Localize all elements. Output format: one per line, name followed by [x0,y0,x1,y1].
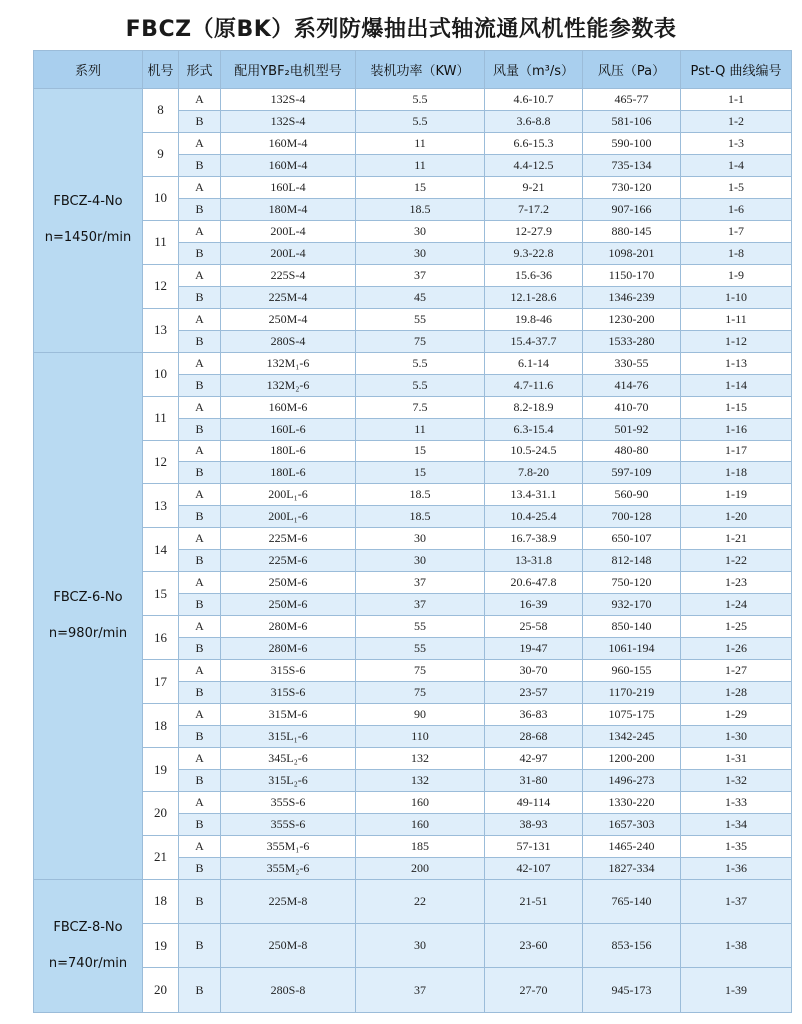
machine-no: 12 [143,440,179,484]
header-pressure: 风压（Pa） [583,51,681,89]
pressure-cell: 853-156 [583,924,681,968]
power-cell: 30 [356,528,485,550]
power-cell: 55 [356,308,485,330]
table-row [34,352,792,374]
flow-cell: 16.7-38.9 [485,528,583,550]
machine-no: 18 [143,704,179,748]
power-cell: 75 [356,660,485,682]
curve-cell: 1-17 [681,440,792,462]
power-cell: 7.5 [356,396,485,418]
flow-cell: 57-131 [485,835,583,857]
pressure-cell: 850-140 [583,616,681,638]
header-power: 装机功率（KW） [356,51,485,89]
pressure-cell: 880-145 [583,220,681,242]
header-form: 形式 [179,51,221,89]
form-cell: B [179,330,221,352]
power-cell: 160 [356,813,485,835]
pressure-cell: 1342-245 [583,726,681,748]
motor-cell: 132S-4 [221,110,356,132]
motor-cell: 355S-6 [221,792,356,814]
machine-no: 19 [143,748,179,792]
motor-cell: 355S-6 [221,813,356,835]
form-cell: A [179,792,221,814]
power-cell: 30 [356,550,485,572]
curve-cell: 1-14 [681,374,792,396]
table-row [34,879,792,923]
curve-cell: 1-37 [681,879,792,923]
form-cell: A [179,308,221,330]
form-cell: A [179,835,221,857]
motor-cell: 280M-6 [221,638,356,660]
form-cell: A [179,352,221,374]
curve-cell: 1-10 [681,286,792,308]
curve-cell: 1-7 [681,220,792,242]
pressure-cell: 735-134 [583,154,681,176]
flow-cell: 25-58 [485,616,583,638]
machine-no: 17 [143,660,179,704]
power-cell: 11 [356,132,485,154]
pressure-cell: 414-76 [583,374,681,396]
pressure-cell: 945-173 [583,968,681,1013]
flow-cell: 31-80 [485,770,583,792]
form-cell: A [179,440,221,462]
curve-cell: 1-38 [681,924,792,968]
curve-cell: 1-4 [681,154,792,176]
motor-cell: 345L₂-6 [221,748,356,770]
machine-no: 20 [143,792,179,836]
motor-cell: 160L-6 [221,418,356,440]
machine-no: 11 [143,396,179,440]
pressure-cell: 465-77 [583,89,681,111]
curve-cell: 1-2 [681,110,792,132]
form-cell: B [179,198,221,220]
power-cell: 18.5 [356,198,485,220]
motor-cell: 225M-8 [221,879,356,923]
motor-cell: 280S-4 [221,330,356,352]
flow-cell: 23-57 [485,682,583,704]
power-cell: 200 [356,857,485,879]
curve-cell: 1-24 [681,594,792,616]
curve-cell: 1-1 [681,89,792,111]
flow-cell: 13-31.8 [485,550,583,572]
flow-cell: 12.1-28.6 [485,286,583,308]
form-cell: B [179,242,221,264]
table-row [34,748,792,770]
power-cell: 5.5 [356,374,485,396]
series-cell [34,879,143,1012]
flow-cell: 4.7-11.6 [485,374,583,396]
curve-cell: 1-35 [681,835,792,857]
curve-cell: 1-22 [681,550,792,572]
motor-cell: 225M-6 [221,550,356,572]
power-cell: 37 [356,968,485,1013]
header-row [34,51,792,89]
power-cell: 30 [356,220,485,242]
table-row [34,264,792,286]
flow-cell: 38-93 [485,813,583,835]
power-cell: 22 [356,879,485,923]
pressure-cell: 560-90 [583,484,681,506]
machine-no: 16 [143,616,179,660]
form-cell: A [179,176,221,198]
curve-cell: 1-23 [681,572,792,594]
table-row [34,616,792,638]
motor-cell: 250M-8 [221,924,356,968]
motor-cell: 315L₁-6 [221,726,356,748]
form-cell: B [179,682,221,704]
flow-cell: 4.6-10.7 [485,89,583,111]
table-body [34,89,792,1013]
flow-cell: 13.4-31.1 [485,484,583,506]
pressure-cell: 1657-303 [583,813,681,835]
flow-cell: 19-47 [485,638,583,660]
pressure-cell: 581-106 [583,110,681,132]
series-name: FBCZ-8-No [53,919,123,935]
curve-cell: 1-32 [681,770,792,792]
power-cell: 75 [356,682,485,704]
form-cell: B [179,594,221,616]
power-cell: 55 [356,638,485,660]
motor-cell: 355M₁-6 [221,835,356,857]
table-row [34,572,792,594]
flow-cell: 12-27.9 [485,220,583,242]
motor-cell: 160M-4 [221,154,356,176]
curve-cell: 1-28 [681,682,792,704]
power-cell: 15 [356,440,485,462]
power-cell: 11 [356,418,485,440]
pressure-cell: 907-166 [583,198,681,220]
header-series: 系列 [34,51,143,89]
motor-cell: 180M-4 [221,198,356,220]
table-row [34,528,792,550]
pressure-cell: 1200-200 [583,748,681,770]
motor-cell: 200L₁-6 [221,506,356,528]
motor-cell: 250M-6 [221,594,356,616]
form-cell: B [179,550,221,572]
form-cell: A [179,89,221,111]
motor-cell: 160L-4 [221,176,356,198]
motor-cell: 132M₂-6 [221,374,356,396]
flow-cell: 10.4-25.4 [485,506,583,528]
form-cell: A [179,616,221,638]
power-cell: 15 [356,176,485,198]
machine-no: 11 [143,220,179,264]
table-row [34,484,792,506]
machine-no: 10 [143,352,179,396]
form-cell: B [179,968,221,1013]
curve-cell: 1-31 [681,748,792,770]
flow-cell: 19.8-46 [485,308,583,330]
flow-cell: 8.2-18.9 [485,396,583,418]
machine-no: 12 [143,264,179,308]
flow-cell: 6.1-14 [485,352,583,374]
form-cell: A [179,748,221,770]
machine-no: 8 [143,89,179,133]
curve-cell: 1-12 [681,330,792,352]
header-curve: Pst-Q 曲线编号 [681,51,792,89]
motor-cell: 225S-4 [221,264,356,286]
machine-no: 15 [143,572,179,616]
power-cell: 37 [356,594,485,616]
table-row [34,176,792,198]
header-no: 机号 [143,51,179,89]
pressure-cell: 1150-170 [583,264,681,286]
power-cell: 18.5 [356,484,485,506]
curve-cell: 1-3 [681,132,792,154]
form-cell: A [179,264,221,286]
machine-no: 18 [143,879,179,923]
form-cell: A [179,528,221,550]
form-cell: B [179,418,221,440]
form-cell: A [179,660,221,682]
machine-no: 21 [143,835,179,879]
power-cell: 132 [356,748,485,770]
motor-cell: 180L-6 [221,440,356,462]
power-cell: 90 [356,704,485,726]
form-cell: B [179,110,221,132]
flow-cell: 7-17.2 [485,198,583,220]
power-cell: 37 [356,572,485,594]
curve-cell: 1-6 [681,198,792,220]
motor-cell: 355M₂-6 [221,857,356,879]
form-cell: A [179,132,221,154]
table-row [34,440,792,462]
performance-table [33,50,792,1013]
table-row [34,89,792,111]
machine-no: 13 [143,484,179,528]
curve-cell: 1-26 [681,638,792,660]
table-row [34,704,792,726]
power-cell: 5.5 [356,89,485,111]
pressure-cell: 960-155 [583,660,681,682]
table-row [34,308,792,330]
pressure-cell: 730-120 [583,176,681,198]
power-cell: 30 [356,924,485,968]
motor-cell: 180L-6 [221,462,356,484]
flow-cell: 36-83 [485,704,583,726]
power-cell: 30 [356,242,485,264]
motor-cell: 225M-4 [221,286,356,308]
motor-cell: 132S-4 [221,89,356,111]
curve-cell: 1-13 [681,352,792,374]
power-cell: 55 [356,616,485,638]
machine-no: 13 [143,308,179,352]
pressure-cell: 1330-220 [583,792,681,814]
power-cell: 185 [356,835,485,857]
pressure-cell: 1465-240 [583,835,681,857]
power-cell: 132 [356,770,485,792]
curve-cell: 1-29 [681,704,792,726]
machine-no: 9 [143,132,179,176]
flow-cell: 42-107 [485,857,583,879]
form-cell: B [179,374,221,396]
curve-cell: 1-27 [681,660,792,682]
flow-cell: 27-70 [485,968,583,1013]
header-motor: 配用YBF₂电机型号 [221,51,356,89]
machine-no: 10 [143,176,179,220]
motor-cell: 315L₂-6 [221,770,356,792]
motor-cell: 200L-4 [221,220,356,242]
flow-cell: 20.6-47.8 [485,572,583,594]
form-cell: B [179,286,221,308]
form-cell: B [179,462,221,484]
curve-cell: 1-19 [681,484,792,506]
flow-cell: 9-21 [485,176,583,198]
series-cell [34,352,143,879]
table-row [34,660,792,682]
power-cell: 5.5 [356,110,485,132]
flow-cell: 15.4-37.7 [485,330,583,352]
pressure-cell: 1533-280 [583,330,681,352]
form-cell: A [179,704,221,726]
pressure-cell: 1346-239 [583,286,681,308]
series-speed: n=740r/min [48,955,128,971]
pressure-cell: 765-140 [583,879,681,923]
header-flow: 风量（m³/s） [485,51,583,89]
form-cell: A [179,572,221,594]
pressure-cell: 650-107 [583,528,681,550]
series-name: FBCZ-4-No [53,194,123,210]
table-row [34,220,792,242]
form-cell: B [179,638,221,660]
table-row [34,924,792,968]
motor-cell: 132M₁-6 [221,352,356,374]
power-cell: 37 [356,264,485,286]
pressure-cell: 501-92 [583,418,681,440]
curve-cell: 1-18 [681,462,792,484]
motor-cell: 250M-6 [221,572,356,594]
form-cell: A [179,396,221,418]
machine-no: 20 [143,968,179,1013]
curve-cell: 1-21 [681,528,792,550]
flow-cell: 28-68 [485,726,583,748]
flow-cell: 23-60 [485,924,583,968]
pressure-cell: 410-70 [583,396,681,418]
table-row [34,835,792,857]
form-cell: B [179,726,221,748]
power-cell: 11 [356,154,485,176]
curve-cell: 1-39 [681,968,792,1013]
curve-cell: 1-36 [681,857,792,879]
pressure-cell: 1098-201 [583,242,681,264]
pressure-cell: 1827-334 [583,857,681,879]
form-cell: B [179,154,221,176]
curve-cell: 1-16 [681,418,792,440]
pressure-cell: 480-80 [583,440,681,462]
form-cell: B [179,879,221,923]
machine-no: 14 [143,528,179,572]
series-cell [34,89,143,353]
motor-cell: 250M-4 [221,308,356,330]
flow-cell: 7.8-20 [485,462,583,484]
flow-cell: 15.6-36 [485,264,583,286]
motor-cell: 225M-6 [221,528,356,550]
motor-cell: 200L-4 [221,242,356,264]
motor-cell: 315M-6 [221,704,356,726]
flow-cell: 42-97 [485,748,583,770]
flow-cell: 21-51 [485,879,583,923]
curve-cell: 1-33 [681,792,792,814]
curve-cell: 1-30 [681,726,792,748]
power-cell: 110 [356,726,485,748]
pressure-cell: 932-170 [583,594,681,616]
pressure-cell: 1230-200 [583,308,681,330]
curve-cell: 1-15 [681,396,792,418]
motor-cell: 280S-8 [221,968,356,1013]
flow-cell: 30-70 [485,660,583,682]
form-cell: A [179,484,221,506]
pressure-cell: 1496-273 [583,770,681,792]
flow-cell: 4.4-12.5 [485,154,583,176]
power-cell: 18.5 [356,506,485,528]
motor-cell: 280M-6 [221,616,356,638]
pressure-cell: 330-55 [583,352,681,374]
power-cell: 45 [356,286,485,308]
pressure-cell: 590-100 [583,132,681,154]
curve-cell: 1-11 [681,308,792,330]
pressure-cell: 1170-219 [583,682,681,704]
motor-cell: 200L₁-6 [221,484,356,506]
curve-cell: 1-9 [681,264,792,286]
power-cell: 15 [356,462,485,484]
flow-cell: 10.5-24.5 [485,440,583,462]
pressure-cell: 700-128 [583,506,681,528]
flow-cell: 3.6-8.8 [485,110,583,132]
form-cell: B [179,857,221,879]
curve-cell: 1-8 [681,242,792,264]
pressure-cell: 1075-175 [583,704,681,726]
pressure-cell: 1061-194 [583,638,681,660]
curve-cell: 1-25 [681,616,792,638]
pressure-cell: 597-109 [583,462,681,484]
curve-cell: 1-34 [681,813,792,835]
form-cell: A [179,220,221,242]
table-row [34,968,792,1013]
machine-no: 19 [143,924,179,968]
table-row [34,792,792,814]
form-cell: B [179,924,221,968]
flow-cell: 49-114 [485,792,583,814]
pressure-cell: 812-148 [583,550,681,572]
motor-cell: 160M-6 [221,396,356,418]
curve-cell: 1-5 [681,176,792,198]
series-name: FBCZ-6-No [53,589,123,605]
power-cell: 160 [356,792,485,814]
curve-cell: 1-20 [681,506,792,528]
table-row [34,396,792,418]
motor-cell: 160M-4 [221,132,356,154]
series-speed: n=1450r/min [44,230,132,246]
flow-cell: 16-39 [485,594,583,616]
form-cell: B [179,506,221,528]
page-title: FBCZ（原BK）系列防爆抽出式轴流通风机性能参数表 [125,17,677,42]
table-row [34,132,792,154]
form-cell: B [179,770,221,792]
power-cell: 5.5 [356,352,485,374]
flow-cell: 9.3-22.8 [485,242,583,264]
power-cell: 75 [356,330,485,352]
motor-cell: 315S-6 [221,660,356,682]
flow-cell: 6.6-15.3 [485,132,583,154]
flow-cell: 6.3-15.4 [485,418,583,440]
motor-cell: 315S-6 [221,682,356,704]
form-cell: B [179,813,221,835]
series-speed: n=980r/min [48,625,128,641]
pressure-cell: 750-120 [583,572,681,594]
